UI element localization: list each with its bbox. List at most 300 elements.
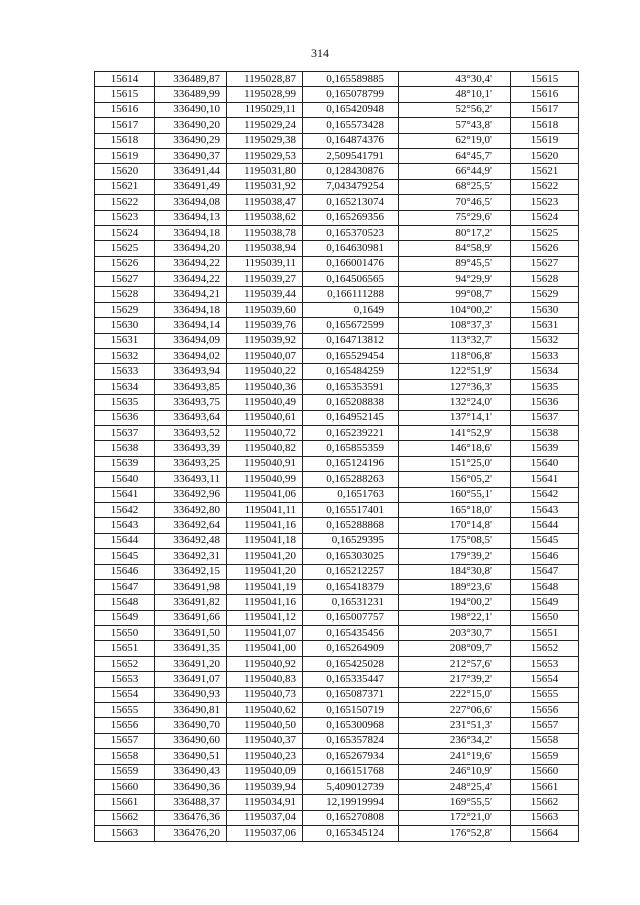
direction-angle-cell: 137°14,1' bbox=[399, 410, 511, 425]
length-cell: 0,165573428 bbox=[303, 118, 399, 133]
length-cell: 2,509541791 bbox=[303, 148, 399, 163]
table-row bbox=[95, 272, 579, 287]
direction-angle-cell: 172°21,0' bbox=[399, 810, 511, 825]
length-cell: 0,165425028 bbox=[303, 656, 399, 671]
direction-angle-cell: 84°58,9' bbox=[399, 241, 511, 256]
table-row bbox=[95, 410, 579, 425]
y-coordinate-cell: 336491,49 bbox=[155, 179, 227, 194]
y-coordinate-cell: 336490,93 bbox=[155, 687, 227, 702]
direction-angle-cell: 160°55,1' bbox=[399, 487, 511, 502]
point-from-cell: 15639 bbox=[95, 456, 155, 471]
point-to-cell: 15659 bbox=[511, 749, 579, 764]
direction-angle-cell: 104°00,2' bbox=[399, 302, 511, 317]
x-coordinate-cell: 1195039,76 bbox=[227, 318, 303, 333]
point-to-cell: 15619 bbox=[511, 133, 579, 148]
y-coordinate-cell: 336494,14 bbox=[155, 318, 227, 333]
y-coordinate-cell: 336493,94 bbox=[155, 364, 227, 379]
point-to-cell: 15627 bbox=[511, 256, 579, 271]
y-coordinate-cell: 336476,36 bbox=[155, 810, 227, 825]
table-row bbox=[95, 703, 579, 718]
y-coordinate-cell: 336492,48 bbox=[155, 533, 227, 548]
point-to-cell: 15643 bbox=[511, 502, 579, 517]
length-cell: 0,164630981 bbox=[303, 241, 399, 256]
length-cell: 0,165418379 bbox=[303, 579, 399, 594]
direction-angle-cell: 156°05,2' bbox=[399, 472, 511, 487]
point-from-cell: 15645 bbox=[95, 549, 155, 564]
table-row bbox=[95, 318, 579, 333]
table-row bbox=[95, 687, 579, 702]
page-number: 314 bbox=[311, 46, 329, 60]
x-coordinate-cell: 1195041,11 bbox=[227, 502, 303, 517]
length-cell: 0,165269356 bbox=[303, 210, 399, 225]
point-to-cell: 15630 bbox=[511, 302, 579, 317]
y-coordinate-cell: 336491,07 bbox=[155, 672, 227, 687]
y-coordinate-cell: 336490,43 bbox=[155, 764, 227, 779]
direction-angle-cell: 80°17,2' bbox=[399, 225, 511, 240]
point-from-cell: 15623 bbox=[95, 210, 155, 225]
length-cell: 0,165213074 bbox=[303, 195, 399, 210]
point-to-cell: 15617 bbox=[511, 102, 579, 117]
y-coordinate-cell: 336476,20 bbox=[155, 826, 227, 841]
point-from-cell: 15614 bbox=[95, 72, 155, 87]
point-from-cell: 15633 bbox=[95, 364, 155, 379]
point-to-cell: 15652 bbox=[511, 641, 579, 656]
point-from-cell: 15637 bbox=[95, 425, 155, 440]
x-coordinate-cell: 1195039,11 bbox=[227, 256, 303, 271]
x-coordinate-cell: 1195040,91 bbox=[227, 456, 303, 471]
point-from-cell: 15621 bbox=[95, 179, 155, 194]
point-to-cell: 15615 bbox=[511, 72, 579, 87]
length-cell: 0,165288263 bbox=[303, 472, 399, 487]
direction-angle-cell: 118°06,8' bbox=[399, 349, 511, 364]
point-from-cell: 15641 bbox=[95, 487, 155, 502]
y-coordinate-cell: 336494,18 bbox=[155, 302, 227, 317]
point-from-cell: 15625 bbox=[95, 241, 155, 256]
x-coordinate-cell: 1195040,50 bbox=[227, 718, 303, 733]
table-row bbox=[95, 626, 579, 641]
direction-angle-cell: 248°25,4' bbox=[399, 779, 511, 794]
direction-angle-cell: 203°30,7' bbox=[399, 626, 511, 641]
point-from-cell: 15636 bbox=[95, 410, 155, 425]
point-to-cell: 15645 bbox=[511, 533, 579, 548]
point-to-cell: 15641 bbox=[511, 472, 579, 487]
point-from-cell: 15653 bbox=[95, 672, 155, 687]
point-to-cell: 15625 bbox=[511, 225, 579, 240]
point-to-cell: 15644 bbox=[511, 518, 579, 533]
x-coordinate-cell: 1195040,36 bbox=[227, 379, 303, 394]
point-from-cell: 15618 bbox=[95, 133, 155, 148]
table-row bbox=[95, 256, 579, 271]
direction-angle-cell: 48°10,1' bbox=[399, 87, 511, 102]
length-cell: 0,165007757 bbox=[303, 610, 399, 625]
point-to-cell: 15634 bbox=[511, 364, 579, 379]
table-row bbox=[95, 302, 579, 317]
y-coordinate-cell: 336491,35 bbox=[155, 641, 227, 656]
table-row bbox=[95, 456, 579, 471]
y-coordinate-cell: 336492,64 bbox=[155, 518, 227, 533]
point-to-cell: 15628 bbox=[511, 272, 579, 287]
point-to-cell: 15663 bbox=[511, 810, 579, 825]
direction-angle-cell: 208°09,7' bbox=[399, 641, 511, 656]
x-coordinate-cell: 1195031,80 bbox=[227, 164, 303, 179]
x-coordinate-cell: 1195040,23 bbox=[227, 749, 303, 764]
point-to-cell: 15662 bbox=[511, 795, 579, 810]
direction-angle-cell: 176°52,8' bbox=[399, 826, 511, 841]
direction-angle-cell: 75°29,6' bbox=[399, 210, 511, 225]
point-from-cell: 15630 bbox=[95, 318, 155, 333]
length-cell: 0,16529395 bbox=[303, 533, 399, 548]
point-to-cell: 15624 bbox=[511, 210, 579, 225]
table-row bbox=[95, 287, 579, 302]
x-coordinate-cell: 1195041,00 bbox=[227, 641, 303, 656]
y-coordinate-cell: 336491,82 bbox=[155, 595, 227, 610]
length-cell: 12,19919994 bbox=[303, 795, 399, 810]
length-cell: 0,164713812 bbox=[303, 333, 399, 348]
point-from-cell: 15658 bbox=[95, 749, 155, 764]
length-cell: 0,165150719 bbox=[303, 703, 399, 718]
point-to-cell: 15622 bbox=[511, 179, 579, 194]
x-coordinate-cell: 1195029,38 bbox=[227, 133, 303, 148]
y-coordinate-cell: 336488,37 bbox=[155, 795, 227, 810]
point-from-cell: 15640 bbox=[95, 472, 155, 487]
table-row bbox=[95, 349, 579, 364]
direction-angle-cell: 189°23,6' bbox=[399, 579, 511, 594]
direction-angle-cell: 198°22,1' bbox=[399, 610, 511, 625]
x-coordinate-cell: 1195040,37 bbox=[227, 733, 303, 748]
table-row bbox=[95, 733, 579, 748]
direction-angle-cell: 175°08,5' bbox=[399, 533, 511, 548]
direction-angle-cell: 62°19,0' bbox=[399, 133, 511, 148]
point-to-cell: 15639 bbox=[511, 441, 579, 456]
table-row bbox=[95, 779, 579, 794]
direction-angle-cell: 170°14,8' bbox=[399, 518, 511, 533]
length-cell: 0,165239221 bbox=[303, 425, 399, 440]
direction-angle-cell: 222°15,0' bbox=[399, 687, 511, 702]
coordinates-table bbox=[94, 71, 579, 842]
x-coordinate-cell: 1195039,94 bbox=[227, 779, 303, 794]
y-coordinate-cell: 336492,15 bbox=[155, 564, 227, 579]
x-coordinate-cell: 1195040,62 bbox=[227, 703, 303, 718]
direction-angle-cell: 99°08,7' bbox=[399, 287, 511, 302]
point-from-cell: 15651 bbox=[95, 641, 155, 656]
y-coordinate-cell: 336490,70 bbox=[155, 718, 227, 733]
y-coordinate-cell: 336494,21 bbox=[155, 287, 227, 302]
length-cell: 0,165517401 bbox=[303, 502, 399, 517]
table-row bbox=[95, 148, 579, 163]
y-coordinate-cell: 336494,02 bbox=[155, 349, 227, 364]
point-from-cell: 15629 bbox=[95, 302, 155, 317]
x-coordinate-cell: 1195038,94 bbox=[227, 241, 303, 256]
y-coordinate-cell: 336490,81 bbox=[155, 703, 227, 718]
direction-angle-cell: 122°51,9' bbox=[399, 364, 511, 379]
x-coordinate-cell: 1195038,47 bbox=[227, 195, 303, 210]
x-coordinate-cell: 1195040,09 bbox=[227, 764, 303, 779]
point-from-cell: 15644 bbox=[95, 533, 155, 548]
point-to-cell: 15648 bbox=[511, 579, 579, 594]
table-row bbox=[95, 672, 579, 687]
table-row bbox=[95, 364, 579, 379]
y-coordinate-cell: 336493,52 bbox=[155, 425, 227, 440]
direction-angle-cell: 246°10,9' bbox=[399, 764, 511, 779]
point-to-cell: 15632 bbox=[511, 333, 579, 348]
y-coordinate-cell: 336492,96 bbox=[155, 487, 227, 502]
direction-angle-cell: 43°30,4' bbox=[399, 72, 511, 87]
point-to-cell: 15657 bbox=[511, 718, 579, 733]
x-coordinate-cell: 1195039,92 bbox=[227, 333, 303, 348]
x-coordinate-cell: 1195040,07 bbox=[227, 349, 303, 364]
y-coordinate-cell: 336490,51 bbox=[155, 749, 227, 764]
x-coordinate-cell: 1195031,92 bbox=[227, 179, 303, 194]
x-coordinate-cell: 1195038,78 bbox=[227, 225, 303, 240]
length-cell: 0,165357824 bbox=[303, 733, 399, 748]
y-coordinate-cell: 336491,66 bbox=[155, 610, 227, 625]
y-coordinate-cell: 336493,75 bbox=[155, 395, 227, 410]
point-to-cell: 15618 bbox=[511, 118, 579, 133]
table-row bbox=[95, 810, 579, 825]
x-coordinate-cell: 1195040,72 bbox=[227, 425, 303, 440]
x-coordinate-cell: 1195041,12 bbox=[227, 610, 303, 625]
length-cell: 5,409012739 bbox=[303, 779, 399, 794]
direction-angle-cell: 94°29,9' bbox=[399, 272, 511, 287]
direction-angle-cell: 127°36,3' bbox=[399, 379, 511, 394]
table-row bbox=[95, 210, 579, 225]
length-cell: 0,165335447 bbox=[303, 672, 399, 687]
length-cell: 0,165270808 bbox=[303, 810, 399, 825]
direction-angle-cell: 64°45,7' bbox=[399, 148, 511, 163]
point-to-cell: 15621 bbox=[511, 164, 579, 179]
direction-angle-cell: 241°19,6' bbox=[399, 749, 511, 764]
point-from-cell: 15627 bbox=[95, 272, 155, 287]
table-row bbox=[95, 826, 579, 841]
length-cell: 0,165370523 bbox=[303, 225, 399, 240]
x-coordinate-cell: 1195039,44 bbox=[227, 287, 303, 302]
length-cell: 0,165420948 bbox=[303, 102, 399, 117]
direction-angle-cell: 146°18,6' bbox=[399, 441, 511, 456]
point-to-cell: 15658 bbox=[511, 733, 579, 748]
x-coordinate-cell: 1195038,62 bbox=[227, 210, 303, 225]
y-coordinate-cell: 336491,44 bbox=[155, 164, 227, 179]
x-coordinate-cell: 1195029,24 bbox=[227, 118, 303, 133]
point-to-cell: 15646 bbox=[511, 549, 579, 564]
point-from-cell: 15655 bbox=[95, 703, 155, 718]
table-row bbox=[95, 518, 579, 533]
length-cell: 0,165087371 bbox=[303, 687, 399, 702]
point-from-cell: 15650 bbox=[95, 626, 155, 641]
point-from-cell: 15652 bbox=[95, 656, 155, 671]
length-cell: 0,165303025 bbox=[303, 549, 399, 564]
length-cell: 0,165484259 bbox=[303, 364, 399, 379]
length-cell: 0,165345124 bbox=[303, 826, 399, 841]
point-from-cell: 15622 bbox=[95, 195, 155, 210]
point-from-cell: 15642 bbox=[95, 502, 155, 517]
x-coordinate-cell: 1195041,20 bbox=[227, 564, 303, 579]
y-coordinate-cell: 336493,39 bbox=[155, 441, 227, 456]
table-row bbox=[95, 102, 579, 117]
point-from-cell: 15646 bbox=[95, 564, 155, 579]
length-cell: 0,165300968 bbox=[303, 718, 399, 733]
direction-angle-cell: 151°25,0' bbox=[399, 456, 511, 471]
point-to-cell: 15642 bbox=[511, 487, 579, 502]
table-row bbox=[95, 549, 579, 564]
table-row bbox=[95, 656, 579, 671]
table-row bbox=[95, 87, 579, 102]
y-coordinate-cell: 336491,98 bbox=[155, 579, 227, 594]
x-coordinate-cell: 1195041,16 bbox=[227, 518, 303, 533]
y-coordinate-cell: 336493,25 bbox=[155, 456, 227, 471]
y-coordinate-cell: 336490,29 bbox=[155, 133, 227, 148]
y-coordinate-cell: 336489,87 bbox=[155, 72, 227, 87]
direction-angle-cell: 184°30,8' bbox=[399, 564, 511, 579]
length-cell: 0,165208838 bbox=[303, 395, 399, 410]
point-from-cell: 15663 bbox=[95, 826, 155, 841]
y-coordinate-cell: 336494,22 bbox=[155, 272, 227, 287]
y-coordinate-cell: 336493,85 bbox=[155, 379, 227, 394]
table-row bbox=[95, 195, 579, 210]
y-coordinate-cell: 336492,31 bbox=[155, 549, 227, 564]
point-to-cell: 15631 bbox=[511, 318, 579, 333]
table-row bbox=[95, 595, 579, 610]
direction-angle-cell: 236°34,2' bbox=[399, 733, 511, 748]
point-from-cell: 15634 bbox=[95, 379, 155, 394]
point-from-cell: 15647 bbox=[95, 579, 155, 594]
point-from-cell: 15620 bbox=[95, 164, 155, 179]
x-coordinate-cell: 1195029,11 bbox=[227, 102, 303, 117]
x-coordinate-cell: 1195037,06 bbox=[227, 826, 303, 841]
length-cell: 0,16531231 bbox=[303, 595, 399, 610]
length-cell: 0,165529454 bbox=[303, 349, 399, 364]
direction-angle-cell: 68°25,5' bbox=[399, 179, 511, 194]
point-to-cell: 15660 bbox=[511, 764, 579, 779]
point-from-cell: 15660 bbox=[95, 779, 155, 794]
y-coordinate-cell: 336491,20 bbox=[155, 656, 227, 671]
point-to-cell: 15636 bbox=[511, 395, 579, 410]
point-from-cell: 15661 bbox=[95, 795, 155, 810]
point-to-cell: 15638 bbox=[511, 425, 579, 440]
length-cell: 0,166111288 bbox=[303, 287, 399, 302]
point-from-cell: 15626 bbox=[95, 256, 155, 271]
x-coordinate-cell: 1195041,06 bbox=[227, 487, 303, 502]
x-coordinate-cell: 1195040,82 bbox=[227, 441, 303, 456]
point-from-cell: 15648 bbox=[95, 595, 155, 610]
direction-angle-cell: 52°56,2' bbox=[399, 102, 511, 117]
direction-angle-cell: 89°45,5' bbox=[399, 256, 511, 271]
direction-angle-cell: 165°18,0' bbox=[399, 502, 511, 517]
point-to-cell: 15623 bbox=[511, 195, 579, 210]
point-to-cell: 15637 bbox=[511, 410, 579, 425]
table-row bbox=[95, 379, 579, 394]
direction-angle-cell: 194°00,2' bbox=[399, 595, 511, 610]
table-row bbox=[95, 395, 579, 410]
direction-angle-cell: 141°52,9' bbox=[399, 425, 511, 440]
direction-angle-cell: 169°55,5' bbox=[399, 795, 511, 810]
point-to-cell: 15653 bbox=[511, 656, 579, 671]
length-cell: 0,164506565 bbox=[303, 272, 399, 287]
table-row bbox=[95, 795, 579, 810]
x-coordinate-cell: 1195039,27 bbox=[227, 272, 303, 287]
length-cell: 0,165264909 bbox=[303, 641, 399, 656]
y-coordinate-cell: 336494,22 bbox=[155, 256, 227, 271]
table-row bbox=[95, 179, 579, 194]
x-coordinate-cell: 1195041,18 bbox=[227, 533, 303, 548]
point-to-cell: 15633 bbox=[511, 349, 579, 364]
point-to-cell: 15616 bbox=[511, 87, 579, 102]
y-coordinate-cell: 336490,20 bbox=[155, 118, 227, 133]
length-cell: 0,164874376 bbox=[303, 133, 399, 148]
table-row bbox=[95, 425, 579, 440]
direction-angle-cell: 108°37,3' bbox=[399, 318, 511, 333]
direction-angle-cell: 132°24,0' bbox=[399, 395, 511, 410]
table-row bbox=[95, 579, 579, 594]
direction-angle-cell: 113°32,7' bbox=[399, 333, 511, 348]
length-cell: 0,165589885 bbox=[303, 72, 399, 87]
length-cell: 0,1651763 bbox=[303, 487, 399, 502]
x-coordinate-cell: 1195034,91 bbox=[227, 795, 303, 810]
point-to-cell: 15651 bbox=[511, 626, 579, 641]
length-cell: 0,166001476 bbox=[303, 256, 399, 271]
x-coordinate-cell: 1195040,99 bbox=[227, 472, 303, 487]
x-coordinate-cell: 1195029,53 bbox=[227, 148, 303, 163]
table-row bbox=[95, 764, 579, 779]
length-cell: 0,165672599 bbox=[303, 318, 399, 333]
table-row bbox=[95, 610, 579, 625]
y-coordinate-cell: 336490,10 bbox=[155, 102, 227, 117]
point-to-cell: 15654 bbox=[511, 672, 579, 687]
length-cell: 0,165288868 bbox=[303, 518, 399, 533]
x-coordinate-cell: 1195028,99 bbox=[227, 87, 303, 102]
point-to-cell: 15640 bbox=[511, 456, 579, 471]
point-from-cell: 15628 bbox=[95, 287, 155, 302]
x-coordinate-cell: 1195037,04 bbox=[227, 810, 303, 825]
point-from-cell: 15654 bbox=[95, 687, 155, 702]
point-from-cell: 15631 bbox=[95, 333, 155, 348]
length-cell: 0,165435456 bbox=[303, 626, 399, 641]
length-cell: 0,165353591 bbox=[303, 379, 399, 394]
length-cell: 0,165078799 bbox=[303, 87, 399, 102]
table-row bbox=[95, 118, 579, 133]
table-row bbox=[95, 72, 579, 87]
x-coordinate-cell: 1195039,60 bbox=[227, 302, 303, 317]
table-row bbox=[95, 241, 579, 256]
x-coordinate-cell: 1195028,87 bbox=[227, 72, 303, 87]
table-row bbox=[95, 225, 579, 240]
x-coordinate-cell: 1195041,16 bbox=[227, 595, 303, 610]
point-to-cell: 15661 bbox=[511, 779, 579, 794]
table-row bbox=[95, 133, 579, 148]
length-cell: 0,166151768 bbox=[303, 764, 399, 779]
y-coordinate-cell: 336490,60 bbox=[155, 733, 227, 748]
table-row bbox=[95, 718, 579, 733]
direction-angle-cell: 66°44,9' bbox=[399, 164, 511, 179]
direction-angle-cell: 231°51,3' bbox=[399, 718, 511, 733]
table-body bbox=[95, 72, 579, 842]
point-from-cell: 15632 bbox=[95, 349, 155, 364]
point-to-cell: 15635 bbox=[511, 379, 579, 394]
x-coordinate-cell: 1195040,49 bbox=[227, 395, 303, 410]
point-to-cell: 15629 bbox=[511, 287, 579, 302]
point-to-cell: 15650 bbox=[511, 610, 579, 625]
direction-angle-cell: 57°43,8' bbox=[399, 118, 511, 133]
length-cell: 0,1649 bbox=[303, 302, 399, 317]
direction-angle-cell: 217°39,2' bbox=[399, 672, 511, 687]
point-to-cell: 15649 bbox=[511, 595, 579, 610]
point-from-cell: 15616 bbox=[95, 102, 155, 117]
y-coordinate-cell: 336494,08 bbox=[155, 195, 227, 210]
y-coordinate-cell: 336490,36 bbox=[155, 779, 227, 794]
y-coordinate-cell: 336494,20 bbox=[155, 241, 227, 256]
point-to-cell: 15656 bbox=[511, 703, 579, 718]
length-cell: 0,165855359 bbox=[303, 441, 399, 456]
point-from-cell: 15643 bbox=[95, 518, 155, 533]
